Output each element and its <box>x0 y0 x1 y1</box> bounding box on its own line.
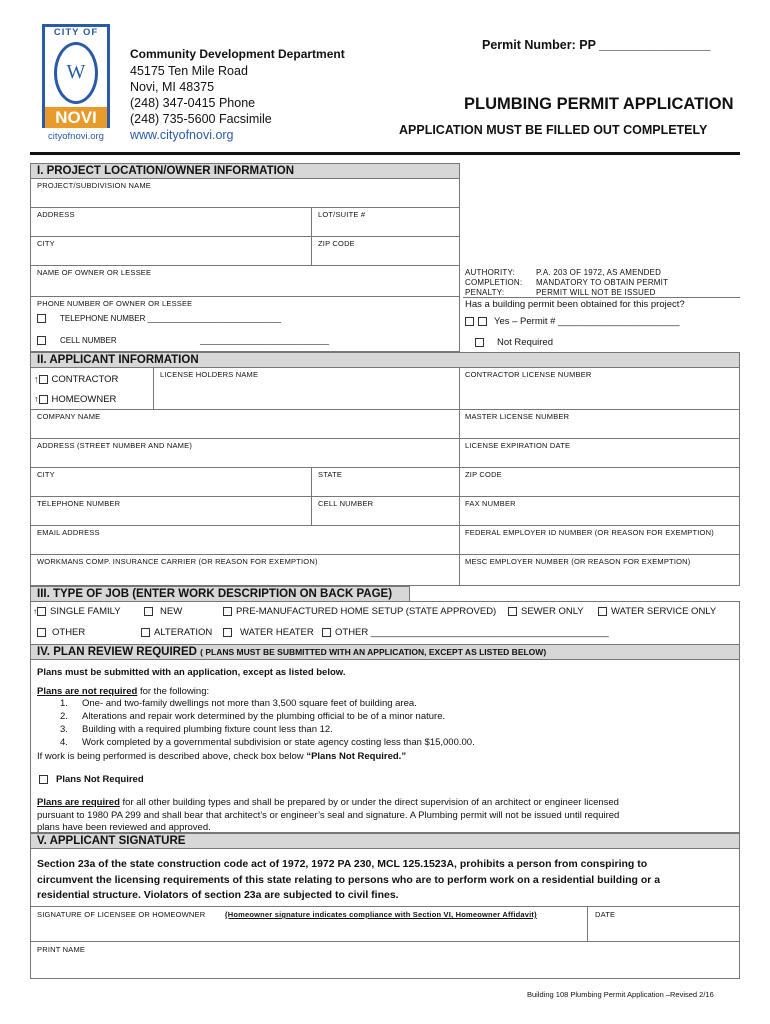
applicant-city-field[interactable] <box>30 467 312 497</box>
footer-text: Building 108 Plumbing Permit Application –Revised 2/16 <box>527 990 714 999</box>
dept-name: Community Development Department <box>130 47 345 61</box>
plans-required-line3: plans have been reviewed and approved. <box>37 822 211 833</box>
contractor-checkbox[interactable] <box>39 375 48 384</box>
applicant-telephone-label: TELEPHONE NUMBER <box>37 499 121 508</box>
penalty-label: PENALTY: <box>465 288 505 297</box>
single-family-checkbox[interactable] <box>37 607 46 616</box>
water-service-checkbox[interactable] <box>598 607 607 616</box>
print-name-field[interactable] <box>30 941 740 979</box>
dept-fax: (248) 735-5600 Facsimile <box>130 112 272 126</box>
single-family-option[interactable]: ↑ SINGLE FAMILY <box>33 606 121 617</box>
completion-value: MANDATORY TO OBTAIN PERMIT <box>536 278 669 287</box>
logo-top-text: CITY OF <box>53 27 99 38</box>
date-label: DATE <box>595 910 616 919</box>
new-option[interactable]: NEW <box>144 606 182 617</box>
applicant-address-label: ADDRESS (STREET NUMBER AND NAME) <box>37 441 193 450</box>
dept-address2: Novi, MI 48375 <box>130 80 215 94</box>
exemption-3-text: Building with a required plumbing fixture count less than 12. <box>82 724 333 735</box>
exemption-3-number: 3. <box>60 724 68 735</box>
license-holder-label: LICENSE HOLDERS NAME <box>160 370 259 379</box>
master-license-label: MASTER LICENSE NUMBER <box>465 412 570 421</box>
cell-checkbox[interactable] <box>37 336 46 345</box>
exemption-1-number: 1. <box>60 698 68 709</box>
applicant-fax-label: FAX NUMBER <box>465 499 516 508</box>
new-checkbox[interactable] <box>144 607 153 616</box>
applicant-zip-label: ZIP CODE <box>465 470 502 479</box>
workmans-comp-label: WORKMANS COMP. INSURANCE CARRIER (OR REASON FOR EXEMPTION) <box>37 557 318 566</box>
plans-required-line1: Plans are required for all other building types and shall be prepared by or under the direct supervision of an architect or engineer licensed <box>37 797 619 808</box>
header-rule <box>30 152 740 155</box>
water-service-option[interactable]: WATER SERVICE ONLY <box>598 606 716 617</box>
homeowner-option[interactable]: ↑ HOMEOWNER <box>34 394 117 405</box>
section-3-header: III. TYPE OF JOB (ENTER WORK DESCRIPTION ON BACK PAGE) <box>30 586 410 602</box>
building-permit-question: Has a building permit been obtained for this project? <box>465 299 685 310</box>
mesc-label: MESC EMPLOYER NUMBER (OR REASON FOR EXEMPTION) <box>465 557 691 566</box>
plans-required-line2: pursuant to 1980 PA 299 and shall bear that architect’s or engineer’s seal and signature. A Plumbing permit will not be issued until required <box>37 810 620 821</box>
section-23a-line2: circumvent the licensing requirements of this state relating to persons who are to perform work on a residential building or a <box>37 874 661 886</box>
section-23a-line1: Section 23a of the state construction code act of 1972, 1972 PA 230, MCL 125.1523A, prohibits a person from conspiring to <box>37 858 648 870</box>
section-23a-line3: residential structure. Violators of section 23a are subjected to civil fines. <box>37 889 399 901</box>
premanufactured-checkbox[interactable] <box>223 607 232 616</box>
fein-label: FEDERAL EMPLOYER ID NUMBER (OR REASON FOR EXEMPTION) <box>465 528 714 537</box>
address-label: ADDRESS <box>37 210 75 219</box>
exemption-2-text: Alterations and repair work determined by the plumbing official to be of a minor nature. <box>82 711 446 722</box>
dept-phone: (248) 347-0415 Phone <box>130 96 256 110</box>
yes-permit-checkbox[interactable] <box>465 317 474 326</box>
homeowner-checkbox[interactable] <box>39 395 48 404</box>
email-label: EMAIL ADDRESS <box>37 528 100 537</box>
other-checkbox[interactable] <box>37 628 46 637</box>
plans-intro: Plans must be submitted with an application, except as listed below. <box>37 667 346 678</box>
penalty-value: PERMIT WILL NOT BE ISSUED <box>536 288 656 297</box>
contractor-license-label: CONTRACTOR LICENSE NUMBER <box>465 370 592 379</box>
section-1-header: I. PROJECT LOCATION/OWNER INFORMATION <box>30 163 460 179</box>
authority-label: AUTHORITY: <box>465 268 516 277</box>
permit-number: Permit Number: PP ________________ <box>482 38 711 52</box>
alteration-option[interactable]: ALTERATION <box>141 627 212 638</box>
section-2-header: II. APPLICANT INFORMATION <box>30 352 740 368</box>
sewer-only-option[interactable]: SEWER ONLY <box>508 606 584 617</box>
alteration-checkbox[interactable] <box>141 628 150 637</box>
page-title: PLUMBING PERMIT APPLICATION <box>464 95 734 113</box>
telephone-checkbox[interactable] <box>37 314 46 323</box>
exemption-2-number: 2. <box>60 711 68 722</box>
authority-value: P.A. 203 OF 1972, AS AMENDED <box>536 268 662 277</box>
other2-checkbox[interactable] <box>322 628 331 637</box>
logo-main-text: NOVI <box>45 107 107 128</box>
license-expiration-label: LICENSE EXPIRATION DATE <box>465 441 571 450</box>
signature-label: SIGNATURE OF LICENSEE OR HOMEOWNER <box>37 910 206 919</box>
water-heater-option[interactable]: WATER HEATER <box>223 627 314 638</box>
logo-emblem-icon: W <box>54 42 98 104</box>
other2-option[interactable]: OTHER _____________________________________________ <box>322 627 609 638</box>
print-name-label: PRINT NAME <box>37 945 86 954</box>
applicant-state-label: STATE <box>318 470 343 479</box>
cell-number-line[interactable]: _____________________________ <box>200 336 330 345</box>
exemption-4-text: Work completed by a governmental subdivision or state agency costing less than $15,000.00. <box>82 737 475 748</box>
water-heater-checkbox[interactable] <box>223 628 232 637</box>
dept-website[interactable]: www.cityofnovi.org <box>130 128 234 142</box>
yes-permit-checkbox-2[interactable] <box>478 317 487 326</box>
section-4-header: IV. PLAN REVIEW REQUIRED ( PLANS MUST BE SUBMITTED WITH AN APPLICATION, EXCEPT AS LISTED BELOW) <box>30 644 740 660</box>
exemption-4-number: 4. <box>60 737 68 748</box>
section-5-header: V. APPLICANT SIGNATURE <box>30 833 740 849</box>
contractor-option[interactable]: ↑ CONTRACTOR <box>34 374 119 385</box>
page-subtitle: APPLICATION MUST BE FILLED OUT COMPLETELY <box>399 123 708 137</box>
plans-not-required-option[interactable]: Plans Not Required <box>39 774 144 785</box>
dept-address1: 45175 Ten Mile Road <box>130 64 248 78</box>
plans-not-required-text: Plans are not required for the following: <box>37 686 210 697</box>
cell-option[interactable]: CELL NUMBER <box>37 336 117 345</box>
premanufactured-option[interactable]: PRE-MANUFACTURED HOME SETUP (STATE APPROVED) <box>223 606 496 617</box>
not-required-option[interactable]: Not Required <box>475 337 553 348</box>
owner-name-label: NAME OF OWNER OR LESSEE <box>37 268 152 277</box>
if-work-text: If work is being performed is described above, check box below “Plans Not Required.” <box>37 751 407 762</box>
city-field[interactable] <box>30 236 312 266</box>
city-logo <box>42 24 110 148</box>
city-label: CITY <box>37 239 55 248</box>
applicant-cell-label: CELL NUMBER <box>318 499 374 508</box>
yes-permit-option[interactable]: Yes – Permit # _______________________ <box>465 316 680 327</box>
signature-note: (Homeowner signature indicates compliance with Section VI, Homeowner Affidavit) <box>225 910 537 919</box>
authority-rule <box>463 297 740 298</box>
logo-site-text: cityofnovi.org <box>48 131 104 142</box>
company-name-label: COMPANY NAME <box>37 412 101 421</box>
lot-suite-label: LOT/SUITE # <box>318 210 366 219</box>
completion-label: COMPLETION: <box>465 278 523 287</box>
exemption-1-text: One- and two-family dwellings not more than 3,500 square feet of building area. <box>82 698 417 709</box>
owner-phone-label: PHONE NUMBER OF OWNER OR LESSEE <box>37 299 193 308</box>
zip-label: ZIP CODE <box>318 239 355 248</box>
project-name-label: PROJECT/SUBDIVISION NAME <box>37 181 151 190</box>
telephone-option[interactable]: TELEPHONE NUMBER ______________________________ <box>37 314 281 323</box>
other-option[interactable]: OTHER <box>37 627 85 638</box>
not-required-checkbox[interactable] <box>475 338 484 347</box>
sewer-only-checkbox[interactable] <box>508 607 517 616</box>
plans-not-required-checkbox[interactable] <box>39 775 48 784</box>
applicant-city-label: CITY <box>37 470 55 479</box>
